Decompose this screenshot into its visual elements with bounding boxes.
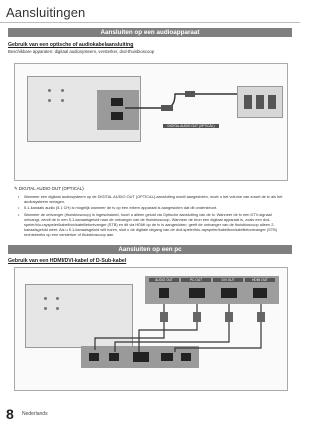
- pc-port-label: AUDIO OUT: [149, 278, 179, 282]
- bullet-item: • 5.1-kanaals audio (5.1 CH) is mogelijk wanneer de tv op een extern apparaat is aangesloten dat dit ondersteunt.: [18, 205, 286, 210]
- note-heading-text: DIGITAL AUDIO OUT (OPTICAL): [18, 186, 84, 191]
- optical-cable: [15, 64, 287, 180]
- note-bullet-list: [18, 194, 286, 238]
- subheading-hdmi-dsub: Gebruik van een HDMI/DVI-kabel of D-Sub-kabel: [8, 258, 127, 264]
- optical-port-label: DIGITAL AUDIO OUT (OPTICAL): [163, 124, 219, 128]
- pc-port-label: PC OUT: [181, 278, 211, 282]
- title-divider: [0, 22, 300, 23]
- pc-connection-figure: [14, 267, 288, 391]
- page-number: 8: [6, 406, 14, 422]
- section-band-pc: Aansluiten op een pc: [8, 245, 292, 254]
- note-icon: ✎: [14, 186, 19, 191]
- subheading-optical: Gebruik van een optische of audiokabelaansluiting: [8, 42, 134, 48]
- audio-system-device: [237, 86, 283, 118]
- bullet-item: • Wanneer de ontvanger (thuisbioscoop) is ingeschakeld, hoort u alleen geluid via Optische aansluiting van de tv. Wanneer de tv een DTV-signaal ontvangt, zendt de tv een 5.1-kanaalsgeluid naar de ontvanger van de thuisbioscoop. Wanneer de bron een digitaal apparaat is, zoals een dvd-speler/blu-rayspeler/kabelbox/satellietontvanger (STB) en dit via HDMI op de tv is aangesloten, geeft de ontvanger van de thuisbioscoop alleen 2-kanaalsgeluid weer. Als u 5.1-kanaalsgeluid wilt horen, sluit u de digitale uitgang van de dvd-speler/blu-rayspeler/kabelbox/satellietontvanger (STB) rechtstreeks op een versterker of thuisbioscoop aan.: [18, 212, 286, 237]
- page-title: Aansluitingen: [6, 5, 86, 20]
- pc-port-label: HDMI OUT: [245, 278, 275, 282]
- footer-language: Nederlands: [22, 411, 48, 417]
- pc-port-label: DVI OUT: [213, 278, 243, 282]
- section-band-audio: Aansluiten op een audioapparaat: [8, 28, 292, 37]
- note-heading: [14, 186, 84, 192]
- audio-connection-figure: [14, 63, 288, 181]
- pc-cables: [15, 268, 287, 390]
- bullet-item: • Wanneer een digitaal audiosysteem op de DIGITAL AUDIO OUT (OPTICAL)-aansluiting wordt aangesloten, moet u het volume van zowel de tv als het audiosysteem verlagen.: [18, 194, 286, 204]
- available-devices-text: Beschikbare apparaten: digitaal audiosysteem, versterker, dvd-thuisbioscoop: [8, 49, 155, 54]
